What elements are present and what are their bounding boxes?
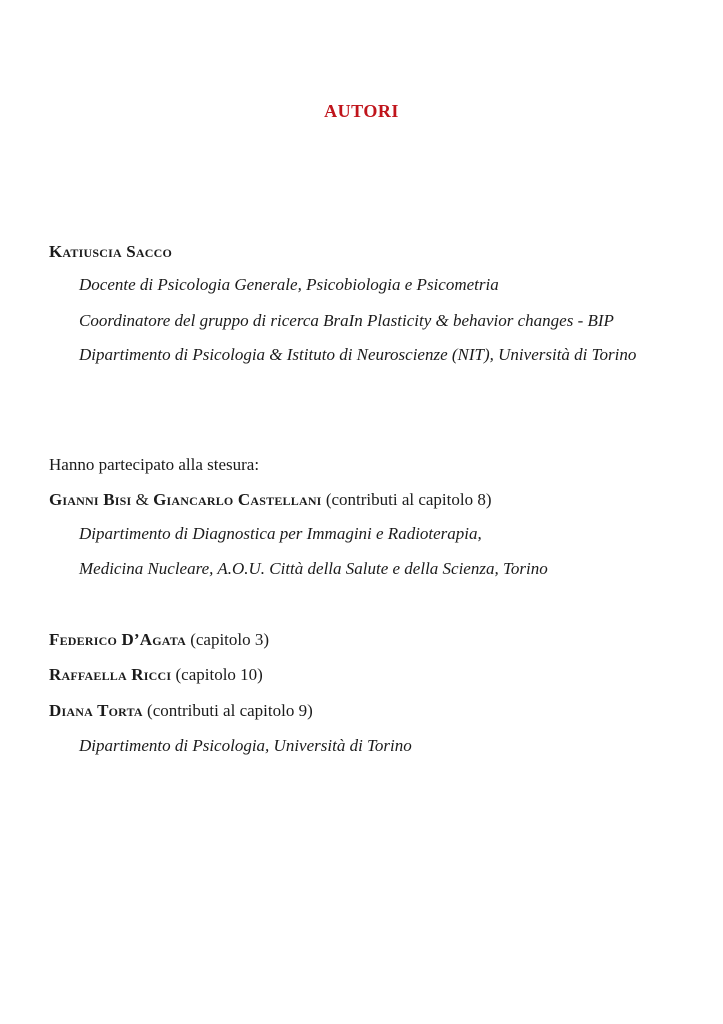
- group1-note: (contributi al capitolo 8): [325, 490, 492, 509]
- main-author-name: Katiuscia Sacco: [49, 242, 173, 261]
- group2-affiliation: Dipartimento di Psicologia, Università di Torino: [79, 736, 412, 755]
- group1-author-a: Gianni Bisi: [49, 490, 132, 509]
- group2-entry-2-name: Raffaella Ricci: [49, 665, 172, 684]
- group2-entry-2-note: (capitolo 10): [175, 665, 263, 684]
- main-author-affiliation-3: Dipartimento di Psicologia & Istituto di Neuroscienze (NIT), Università di Torino: [79, 345, 637, 364]
- page-title: AUTORI: [324, 101, 399, 121]
- group2-entry-1-note: (capitolo 3): [190, 630, 270, 649]
- main-author-affiliation-2: Coordinatore del gruppo di ricerca BraIn Plasticity & behavior changes - BIP: [79, 311, 614, 330]
- main-author-line: [49, 242, 172, 262]
- group2-entry-3: [49, 701, 313, 721]
- group1-author-b: Giancarlo Castellani: [153, 490, 322, 509]
- group1-connector: &: [135, 490, 149, 509]
- contributors-heading: Hanno partecipato alla stesura:: [49, 455, 260, 474]
- group2-entry-3-name: Diana Torta: [49, 701, 143, 720]
- group1-affiliation-1: Dipartimento di Diagnostica per Immagini e Radioterapia,: [79, 524, 482, 543]
- group1-authors-line: [49, 490, 492, 510]
- group2-entry-1: [49, 630, 269, 650]
- group2-entry-2: [49, 665, 263, 685]
- group2-entry-1-name: Federico D’Agata: [49, 630, 186, 649]
- group1-affiliation-2: Medicina Nucleare, A.O.U. Città della Salute e della Scienza, Torino: [79, 559, 548, 578]
- main-author-affiliation-1: Docente di Psicologia Generale, Psicobiologia e Psicometria: [79, 275, 499, 294]
- group2-entry-3-note: (contributi al capitolo 9): [147, 701, 313, 720]
